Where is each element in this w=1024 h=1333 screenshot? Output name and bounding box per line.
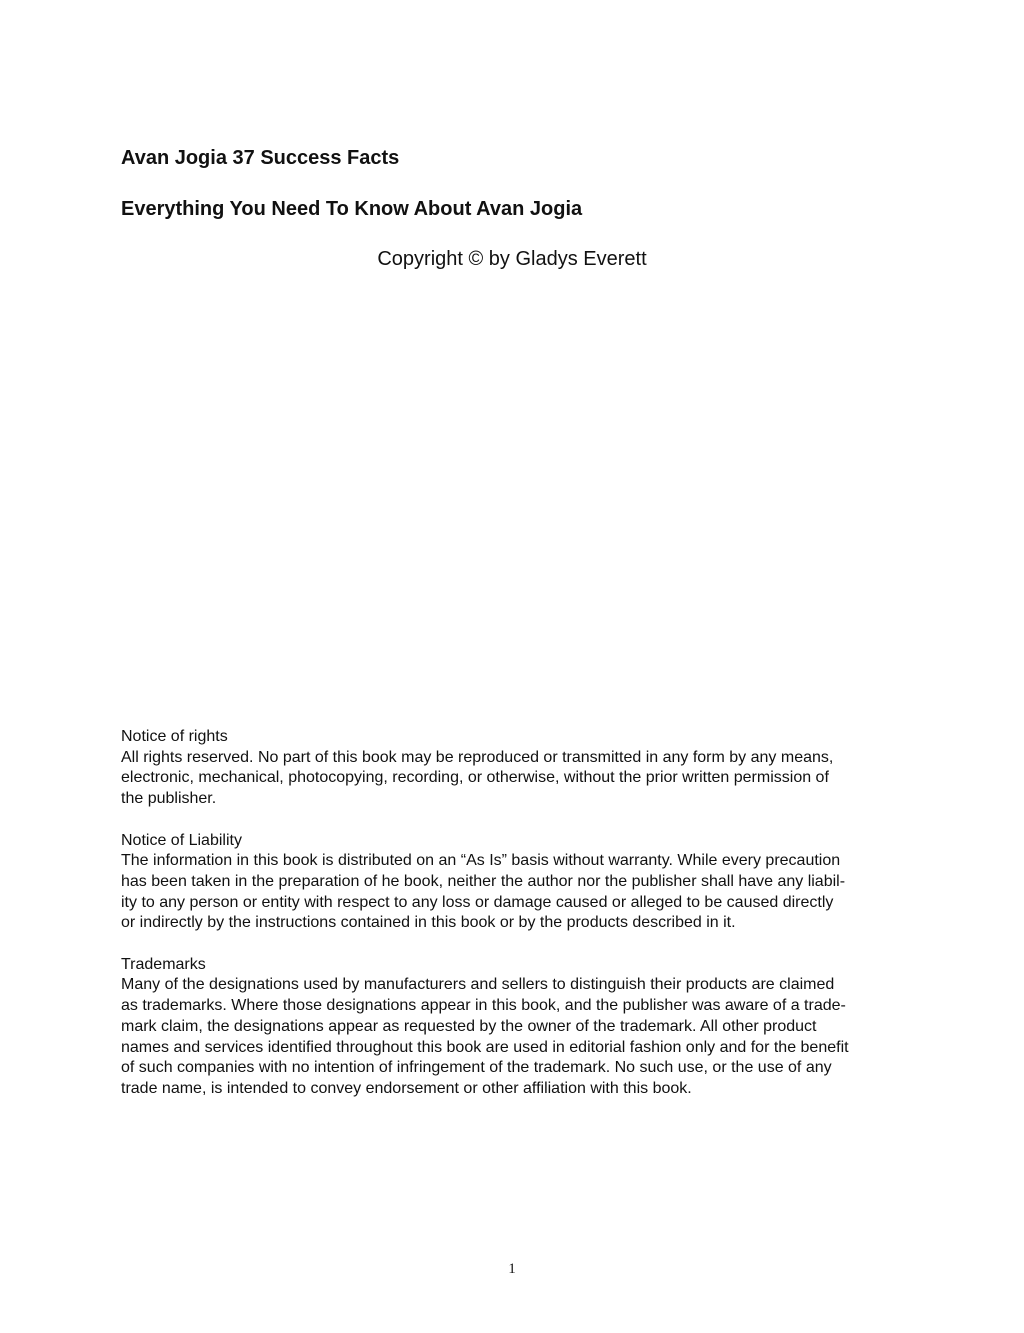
body-line: trade name, is intended to convey endorsement or other affiliation with this book. xyxy=(121,1079,692,1097)
document-title: Avan Jogia 37 Success Facts xyxy=(121,147,400,169)
body-line: the publisher. xyxy=(121,790,217,808)
body-line: mark claim, the designations appear as requested by the owner of the trademark. All other product xyxy=(121,1017,817,1035)
trademarks-section xyxy=(121,955,911,1100)
body-line: The information in this book is distributed on an “As Is” basis without warranty. While every precaution xyxy=(121,852,841,870)
section-heading: Notice of Liability xyxy=(121,831,242,849)
document-subtitle: Everything You Need To Know About Avan Jogia xyxy=(121,198,583,220)
body-line: as trademarks. Where those designations appear in this book, and the publisher was aware of a trade- xyxy=(121,997,846,1015)
notice-of-liability-section xyxy=(121,831,911,935)
copyright-line: Copyright © by Gladys Everett xyxy=(377,248,647,270)
section-body xyxy=(121,748,911,810)
body-line: names and services identified throughout this book are used in editorial fashion only and for the benefit xyxy=(121,1038,849,1056)
section-heading: Trademarks xyxy=(121,955,206,973)
body-line: All rights reserved. No part of this book may be reproduced or transmitted in any form by any means, xyxy=(121,748,834,766)
section-body xyxy=(121,851,911,934)
notice-of-rights-section xyxy=(121,727,911,810)
body-line: has been taken in the preparation of he book, neither the author nor the publisher shall have any liabil- xyxy=(121,872,846,890)
body-line: Many of the designations used by manufacturers and sellers to distinguish their products are claimed xyxy=(121,976,835,994)
section-body xyxy=(121,975,911,1099)
body-line: ity to any person or entity with respect to any loss or damage caused or alleged to be caused directly xyxy=(121,893,834,911)
legal-notices xyxy=(121,727,911,1120)
page-number: 1 xyxy=(508,1261,516,1277)
body-line: electronic, mechanical, photocopying, recording, or otherwise, without the prior written permission of xyxy=(121,769,829,787)
body-line: or indirectly by the instructions contained in this book or by the products described in it. xyxy=(121,914,736,932)
body-line: of such companies with no intention of infringement of the trademark. No such use, or the use of any xyxy=(121,1059,832,1077)
section-heading: Notice of rights xyxy=(121,728,228,745)
